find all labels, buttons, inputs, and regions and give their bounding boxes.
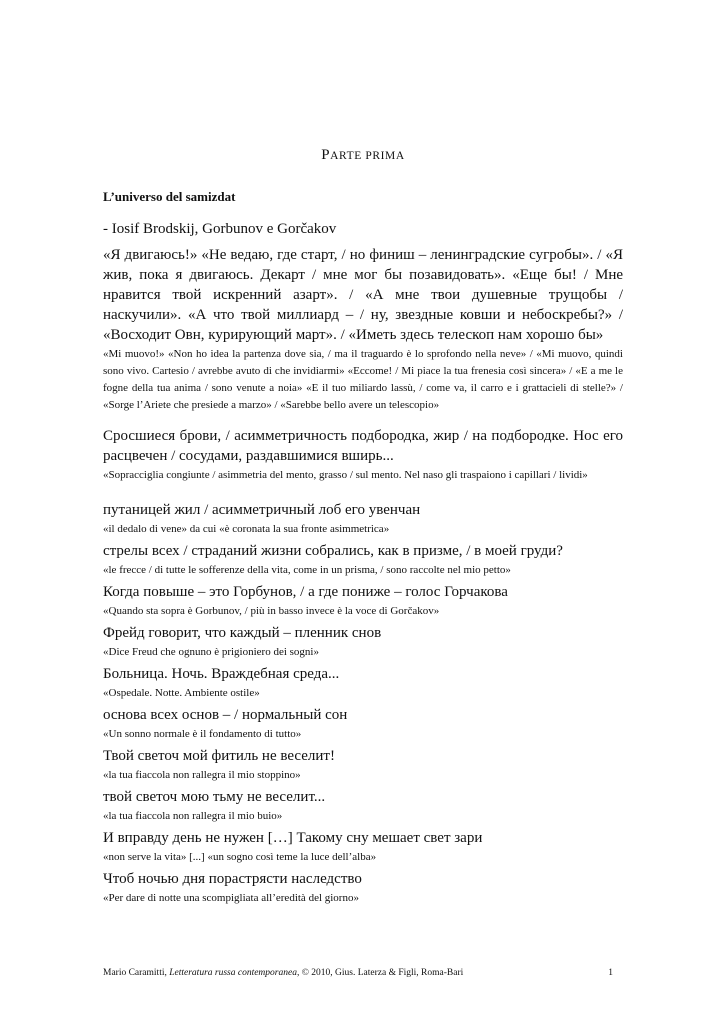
russian-quote: Фрейд говорит, что каждый – пленник снов: [103, 625, 382, 641]
part-title-rest: ARTE PRIMA: [330, 150, 405, 162]
quote-block-9: [103, 746, 623, 784]
russian-quote: Когда повыше – это Горбунов, / а где пониже – голос Горчакова: [103, 584, 508, 600]
quote-block-10: [103, 787, 623, 825]
italian-translation: «Quando sta sopra è Gorbunov, / più in basso invece è la voce di Gorčakov»: [103, 605, 440, 617]
subsection-title: - Iosif Brodskij, Gorbunov e Gorčakov: [103, 221, 337, 237]
italian-translation: «le frecce / di tutte le sofferenze della vita, come in un prisma, / sono raccolte nel mio petto»: [103, 564, 511, 576]
footer-book-title: Letteratura russa contemporanea: [169, 968, 297, 978]
russian-quote: Больница. Ночь. Враждебная среда...: [103, 666, 340, 682]
quote-block-3: [103, 500, 623, 538]
italian-translation: «la tua fiaccola non rallegra il mio buio»: [103, 810, 283, 822]
footer-credit: [103, 968, 463, 978]
russian-quote: Чтоб ночью дня порастрясти наследство: [103, 871, 362, 887]
russian-quote: Сросшиеся брови, / асимметричность подбородка, жир / на подбородке. Нос его расцвечен / сосудами, раздавшимися вширь...: [103, 428, 623, 464]
italian-translation: «Ospedale. Notte. Ambiente ostile»: [103, 687, 260, 699]
russian-quote: Твой светоч мой фитиль не веселит!: [103, 748, 335, 764]
quote-block-7: [103, 664, 623, 702]
italian-translation: «Per dare di notte una scompigliata all’eredità del giorno»: [103, 892, 359, 904]
page-number: 1: [608, 968, 613, 978]
russian-quote: твой светоч мою тьму не веселит...: [103, 789, 326, 805]
italian-translation: «Un sonno normale è il fondamento di tutto»: [103, 728, 302, 740]
italian-translation: «la tua fiaccola non rallegra il mio stoppino»: [103, 769, 301, 781]
russian-quote: путаницей жил / асимметричный лоб его увенчан: [103, 502, 421, 518]
russian-quote: И вправду день не нужен […] Такому сну мешает свет зари: [103, 830, 483, 846]
quote-block-5: [103, 582, 623, 620]
footer-publisher: , © 2010, Gius. Laterza & Figli, Roma-Bari: [296, 968, 464, 978]
footer-author: Mario Caramitti,: [103, 968, 170, 978]
page-footer: [103, 968, 613, 978]
part-title: [103, 147, 623, 164]
italian-translation: «Mi muovo!» «Non ho idea la partenza dove sia, / ma il traguardo è lo sprofondo nella neve» / «Mi muovo, quindi sono vivo. Cartesio / avrebbe avuto di che invidiarmi» «Eccome! / Mi piace la tua frenesia così sincera» / «E a me le fogne della tua anima / sono venute a noia» «E il tuo miliardo lassù, / come va, il carro e i grattacieli di stelle?» / «Sorge l’Ariete che presiede a marzo» / «Sarebbe bello avere un telescopio»: [103, 348, 623, 411]
italian-translation: «il dedalo di vene» da cui «è coronata la sua fronte asimmetrica»: [103, 523, 390, 535]
russian-quote: стрелы всех / страданий жизни собрались, как в призме, / в моей груди?: [103, 543, 563, 559]
russian-quote: основа всех основ – / нормальный сон: [103, 707, 348, 723]
quote-block-4: [103, 541, 623, 579]
quote-block-11: [103, 828, 623, 866]
italian-translation: «non serve la vita» [...] «un sogno così teme la luce dell’alba»: [103, 851, 377, 863]
quote-block-6: [103, 623, 623, 661]
part-title-initial: P: [321, 147, 331, 163]
quote-block-2: [103, 426, 623, 484]
quote-block-8: [103, 705, 623, 743]
section-title: L’universo del samizdat: [103, 189, 236, 204]
quote-block-1: [103, 245, 623, 414]
italian-translation: «Sopracciglia congiunte / asimmetria del mento, grasso / sul mento. Nel naso gli traspaiono i capillari / lividi»: [103, 469, 588, 481]
russian-quote: «Я двигаюсь!» «Не ведаю, где старт, / но финиш – ленинградские сугробы». / «Я жив, пока я двигаюсь. Декарт / мне мог бы позавидовать». «Еще бы! / Мне нравится твой искренний азарт». / «А мне твои душевные трущобы / наскучили». «А что твой миллиард – / ну, звездные ковши и небоскребы?» / «Восходит Овн, курирующий март». / «Иметь здесь телескоп нам хорошо бы»: [103, 247, 623, 343]
quote-block-12: [103, 869, 623, 907]
italian-translation: «Dice Freud che ognuno è prigioniero dei sogni»: [103, 646, 319, 658]
